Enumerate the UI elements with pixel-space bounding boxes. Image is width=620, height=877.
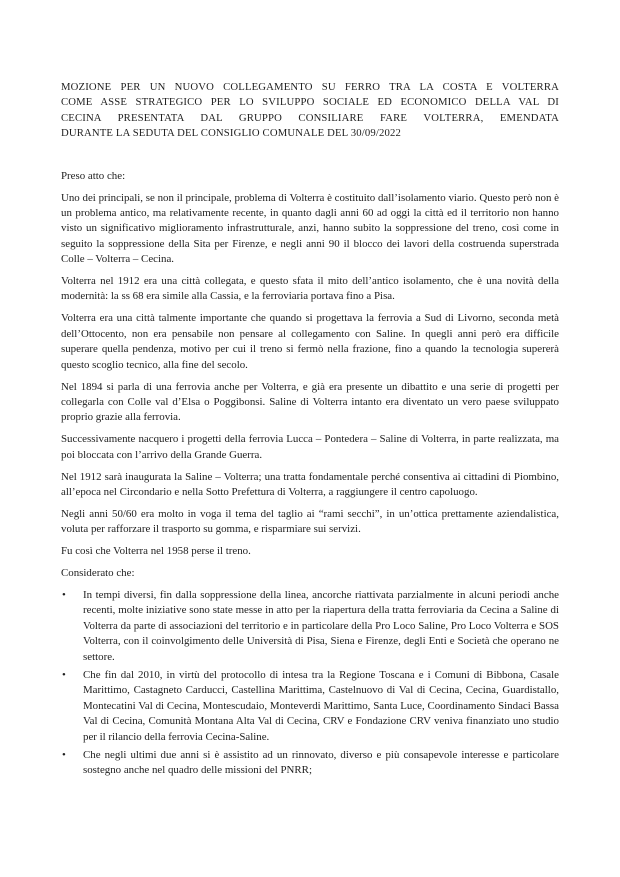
document-title-line: MOZIONE PER UN NUOVO COLLEGAMENTO SU FERRO TRA LA COSTA E VOLTERRA — [61, 81, 559, 93]
document-title-line: CECINA PRESENTATA DAL GRUPPO CONSILIARE FARE VOLTERRA, EMENDATA — [61, 111, 559, 124]
bullet-text: Che fin dal 2010, in virtù del protocollo di intesa tra la Regione Toscana e i Comuni di Bibbona, Casale Marittimo, Castagneto Carducci, Castellina Marittima, Castelnuovo di Val di Cecina, Cecina, Guardistallo, Montecatini Val di Cecina, Montescudaio, Monteverdi Marittimo, Santa Luce, Coordinamento Sindaci Bassa Val di Cecina, Comunità Montana Alta Val di Cecina, CRV e Fondazione CRV veniva finanziato uno studio per il rilancio della ferrovia Cecina-Saline. — [83, 669, 559, 743]
body-paragraph: Nel 1912 sarà inaugurata la Saline – Volterra; una tratta fondamentale perché consentiva ai cittadini di Piombino, all’epoca nel Circondario e nella Sotto Prefettura di Volterra, a raggiungere il centro capoluogo. — [61, 470, 559, 498]
bullet-marker: • — [62, 588, 66, 601]
body-paragraph: Fu così che Volterra nel 1958 perse il treno. — [61, 545, 251, 558]
body-paragraph: Uno dei principali, se non il principale, problema di Volterra è costituito dall’isolamento viario. Questo però non è un problema antico, ma relativamente recente, in quanto dagli anni 60 ad oggi la città ed il territorio non hanno visto un significativo miglioramento infrastrutturale, anzi, hanno subito la soppressione del treno, così come in seguito la soppressione della Sita per Firenze, e negli anni 90 il blocco dei lavori della costruenda superstrada Colle – Volterra – Cecina. — [61, 191, 559, 266]
document-title-line: COME ASSE STRATEGICO PER LO SVILUPPO SOCIALE ED ECONOMICO DELLA VAL DI — [61, 96, 559, 109]
bullet-item — [61, 668, 559, 745]
bullet-list — [61, 588, 559, 779]
bullet-marker: • — [62, 669, 66, 681]
section-heading-considerato: Considerato che: — [61, 567, 135, 580]
document-title — [61, 80, 559, 142]
body-paragraph: Volterra nel 1912 era una città collegata, e questo sfata il mito dell’antico isolamento, che è una novità della modernità: la ss 68 era simile alla Cassia, e la ferroviaria portava fino a Pisa. — [61, 275, 559, 303]
section-heading-preso-atto: Preso atto che: — [61, 169, 126, 182]
body-paragraph: Successivamente nacquero i progetti della ferrovia Lucca – Pontedera – Saline di Volterra, in parte realizzata, ma poi bloccata con l’arrivo della Grande Guerra. — [61, 433, 559, 461]
bullet-text: In tempi diversi, fin dalla soppressione della linea, ancorche riattivata parzialmente in alcuni periodi anche recenti, molte iniziative sono state messe in atto per la riapertura della tratta ferroviaria da Cecina a Saline di Volterra da parte di associazioni del territorio e in particolare della Pro Loco Saline, Pro Loco Volterra e SOS Volterra, con il coinvolgimento delle Università di Pisa, Siena e Firenze, degli Enti e Società che operano ne settore. — [83, 588, 559, 663]
document-title-line: DURANTE LA SEDUTA DEL CONSIGLIO COMUNALE DEL 30/09/2022 — [61, 127, 401, 140]
body-paragraph: Volterra era una città talmente importante che quando si progettava la ferrovia a Sud di Livorno, seconda metà dell’Ottocento, non era pensabile non pensare al collegamento con Saline. In quegli anni però era difficile superare quella pendenza, motivo per cui il treno si fermò nella frazione, fino a quando la tecnologia supererà questo scoglio tecnico, alla fine del secolo. — [61, 312, 559, 371]
document-content — [61, 80, 559, 779]
body-paragraph: Negli anni 50/60 era molto in voga il tema del taglio ai “rami secchi”, in un’ottica prettamente aziendalistica, voluta per rafforzare il trasporto su gomma, e risparmiare sui servizi. — [61, 507, 559, 536]
bullet-item — [61, 748, 559, 779]
body-paragraph: Nel 1894 si parla di una ferrovia anche per Volterra, e già era presente un dibattito e una serie di progetti per collegarla con Colle val d’Elsa o Poggibonsi. Saline di Volterra intanto era diventato un vero paese sviluppato proprio grazie alla ferrovia. — [61, 380, 559, 424]
bullet-item — [61, 588, 559, 665]
bullet-text: Che negli ultimi due anni si è assistito ad un rinnovato, diverso e più consapevole interesse e particolare sostegno anche nel quadro delle missioni del PNRR; — [83, 749, 559, 777]
bullet-marker: • — [62, 749, 66, 762]
